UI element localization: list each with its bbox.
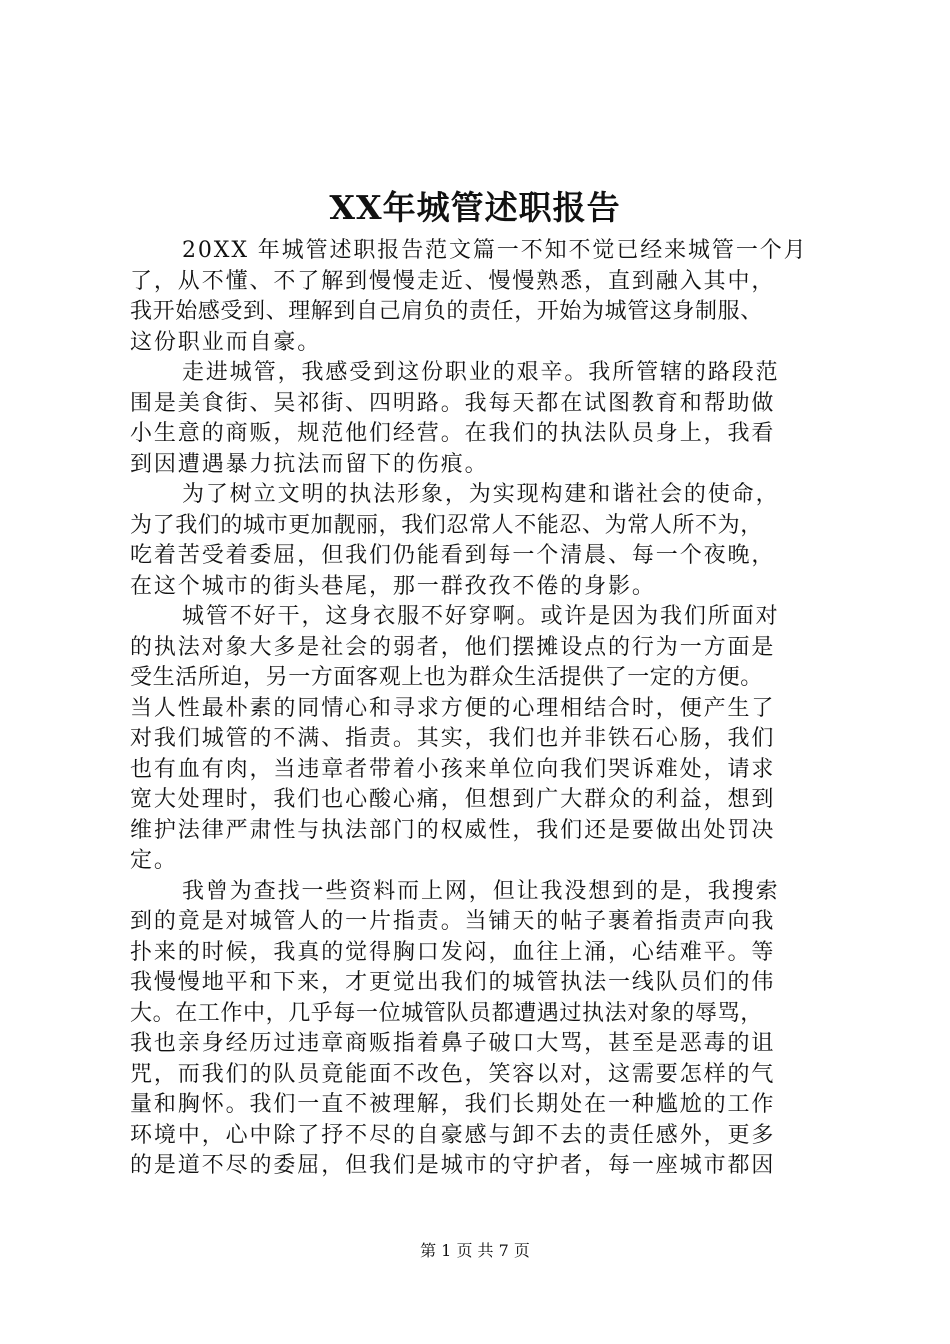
text-line: 这份职业而自豪。 bbox=[130, 329, 322, 355]
text-line: 咒，而我们的队员竟能面不改色，笑容以对，这需要怎样的气 bbox=[130, 1061, 776, 1087]
text-line: 当人性最朴素的同情心和寻求方便的心理相结合时，便产生了 bbox=[130, 695, 776, 721]
text-line: 维护法律严肃性与执法部门的权威性，我们还是要做出处罚决 bbox=[130, 817, 776, 843]
paragraph-4 bbox=[130, 602, 850, 877]
page-number-footer: 第 1 页 共 7 页 bbox=[420, 1241, 530, 1260]
paragraph-5 bbox=[130, 877, 850, 1182]
text-line: 环境中，心中除了抒不尽的自豪感与卸不去的责任感外，更多 bbox=[130, 1122, 776, 1148]
text-line: 为了树立文明的执法形象，为实现构建和谐社会的使命， bbox=[182, 482, 780, 507]
text-line: 对我们城管的不满、指责。其实，我们也并非铁石心肠，我们 bbox=[130, 726, 776, 751]
text-line: 量和胸怀。我们一直不被理解，我们长期处在一种尴尬的工作 bbox=[130, 1092, 776, 1117]
text-line: 吃着苦受着委屈，但我们仍能看到每一个清晨、每一个夜晚， bbox=[130, 543, 776, 568]
text-line: 我曾为查找一些资料而上网，但让我没想到的是，我搜索 bbox=[182, 878, 780, 904]
text-line: 的是道不尽的委屈，但我们是城市的守护者，每一座城市都因 bbox=[130, 1153, 776, 1178]
text-line: 城管不好干，这身衣服不好穿啊。或许是因为我们所面对 bbox=[182, 604, 780, 629]
text-line: 走进城管，我感受到这份职业的艰辛。我所管辖的路段范 bbox=[182, 360, 780, 385]
text-line: 围是美食街、吴祁街、四明路。我每天都在试图教育和帮助做 bbox=[130, 390, 776, 416]
text-line: 定。 bbox=[130, 848, 178, 873]
text-line: 受生活所迫，另一方面客观上也为群众生活提供了一定的方便。 bbox=[130, 665, 763, 690]
text-line: 宽大处理时，我们也心酸心痛，但想到广大群众的利益，想到 bbox=[130, 787, 776, 812]
text-line: 了，从不懂、不了解到慢慢走近、慢慢熟悉，直到融入其中， bbox=[130, 268, 776, 294]
paragraph-1 bbox=[130, 236, 850, 358]
text-line: 到的竟是对城管人的一片指责。当铺天的帖子裹着指责声向我 bbox=[130, 909, 776, 934]
document-title: XX年城管述职报告 bbox=[329, 188, 621, 227]
text-line: 在这个城市的街头巷尾，那一群孜孜不倦的身影。 bbox=[130, 573, 656, 599]
text-line: 也有血有肉，当违章者带着小孩来单位向我们哭诉难处，请求 bbox=[130, 756, 776, 782]
paragraph-2 bbox=[130, 358, 850, 480]
text-line: 20XX 年城管述职报告范文篇一不知不觉已经来城管一个月 bbox=[182, 238, 808, 263]
text-line: 我开始感受到、理解到自己肩负的责任，开始为城管这身制服、 bbox=[130, 299, 763, 324]
paragraph-3 bbox=[130, 480, 850, 602]
text-line: 到因遭遇暴力抗法而留下的伤痕。 bbox=[130, 451, 489, 477]
document-body bbox=[130, 236, 850, 1182]
text-line: 大。在工作中，几乎每一位城管队员都遭遇过执法对象的辱骂， bbox=[130, 1000, 763, 1026]
text-line: 我也亲身经历过违章商贩指着鼻子破口大骂，甚至是恶毒的诅 bbox=[130, 1031, 776, 1056]
text-line: 小生意的商贩，规范他们经营。在我们的执法队员身上，我看 bbox=[130, 421, 776, 446]
text-line: 我慢慢地平和下来，才更觉出我们的城管执法一线队员们的伟 bbox=[130, 970, 776, 995]
text-line: 为了我们的城市更加靓丽，我们忍常人不能忍、为常人所不为， bbox=[130, 512, 763, 538]
text-line: 扑来的时候，我真的觉得胸口发闷，血往上涌，心结难平。等 bbox=[130, 939, 776, 965]
text-line: 的执法对象大多是社会的弱者，他们摆摊设点的行为一方面是 bbox=[130, 634, 776, 660]
